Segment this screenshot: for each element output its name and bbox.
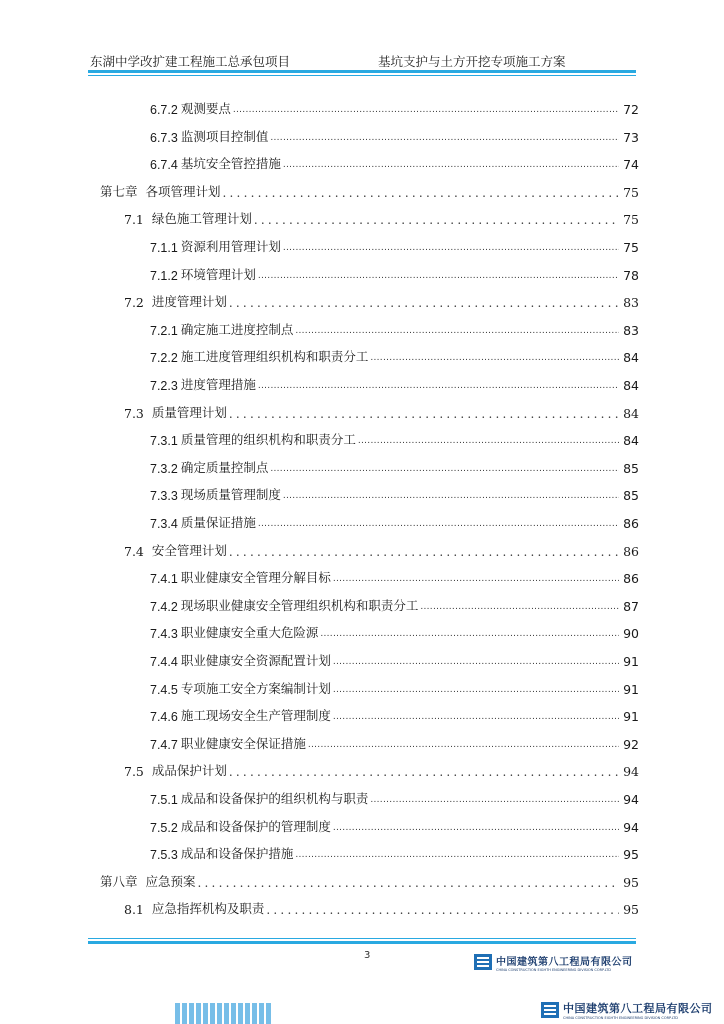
- toc-entry-number: 7.4: [124, 543, 144, 559]
- toc-entry[interactable]: [150, 507, 639, 531]
- toc-entry[interactable]: [150, 452, 639, 476]
- toc-entry-number: 7.5.3: [150, 848, 178, 863]
- toc-entry-page: 95: [623, 902, 639, 918]
- toc-entry-title: 成品保护计划: [151, 763, 227, 779]
- toc-entry-number: 第八章: [100, 873, 138, 889]
- toc-entry-number: 7.3.1: [150, 434, 178, 449]
- toc-leader-dots: [358, 434, 619, 448]
- toc-entry[interactable]: [150, 121, 639, 145]
- toc-entry-page: 86: [623, 571, 639, 587]
- toc-leader-dots: [229, 765, 619, 779]
- toc-entry[interactable]: [124, 286, 639, 310]
- toc-entry-page: 94: [623, 819, 639, 835]
- toc-entry-page: 83: [623, 322, 639, 338]
- bottom-logo-company-name: 中国建筑第八工程局有限公司: [563, 1002, 713, 1015]
- toc-entry-title: 观测要点: [180, 101, 231, 116]
- toc-entry-number: 7.2: [124, 295, 144, 311]
- toc-entry-title: 监测项目控制值: [180, 128, 269, 144]
- toc-entry[interactable]: [150, 673, 639, 697]
- toc-leader-dots: [320, 627, 619, 641]
- toc-entry-title: 基坑安全管控措施: [180, 156, 281, 172]
- toc-entry-number: 6.7.3: [150, 130, 178, 145]
- toc-entry-title: 职业健康安全管理分解目标: [180, 570, 331, 586]
- toc-entry[interactable]: [150, 479, 639, 503]
- toc-leader-dots: [308, 738, 619, 752]
- toc-entry-number: 7.4.6: [150, 710, 178, 725]
- toc-entry-number: 7.1: [124, 212, 144, 228]
- toc-entry-title: 环境管理计划: [180, 266, 256, 282]
- toc-entry-page: 92: [623, 736, 639, 752]
- toc-entry-title: 质量管理计划: [151, 404, 227, 420]
- toc-entry-title: 专项施工安全方案编制计划: [180, 680, 331, 696]
- cscec-logo-icon: [541, 1002, 559, 1018]
- header-project-name: 东湖中学改扩建工程施工总承包项目: [90, 54, 291, 69]
- toc-entry[interactable]: [124, 755, 639, 779]
- toc-entry-number: 7.2.1: [150, 323, 178, 338]
- toc-entry[interactable]: [150, 811, 639, 835]
- toc-entry-title: 进度管理计划: [151, 294, 227, 310]
- toc-entry-number: 7.4.2: [150, 599, 178, 614]
- toc-leader-dots: [333, 572, 619, 586]
- toc-entry-number: 6.7.2: [150, 103, 178, 117]
- toc-leader-dots: [295, 324, 619, 338]
- logo-company-name-en: CHINA CONSTRUCTION EIGHTH ENGINEERING DIVISION CORP.LTD: [496, 967, 611, 972]
- toc-entry-title: 成品和设备保护的管理制度: [180, 818, 331, 834]
- toc-entry-title: 职业健康安全保证措施: [180, 735, 306, 751]
- page-number: 3: [364, 950, 371, 961]
- toc-leader-dots: [270, 131, 619, 145]
- toc-entry-title: 职业健康安全重大危险源: [180, 625, 319, 641]
- toc-entry-page: 72: [623, 102, 639, 117]
- toc-entry-title: 施工现场安全生产管理制度: [180, 708, 331, 724]
- toc-entry-page: 91: [623, 709, 639, 725]
- toc-leader-dots: [370, 793, 619, 807]
- toc-entry[interactable]: [124, 535, 639, 559]
- toc-entry-number: 8.1: [124, 902, 144, 918]
- toc-leader-dots: [370, 351, 619, 365]
- toc-entry[interactable]: [150, 341, 639, 365]
- toc-entry-page: 91: [623, 681, 639, 697]
- cscec-logo-icon: [474, 954, 492, 970]
- toc-leader-dots: [198, 876, 619, 890]
- toc-entry-page: 75: [623, 240, 639, 255]
- toc-leader-dots: [283, 158, 619, 172]
- toc-leader-dots: [229, 407, 619, 421]
- toc-entry-page: 78: [623, 267, 639, 283]
- toc-entry-title: 职业健康安全资源配置计划: [180, 653, 331, 668]
- toc-entry-title: 绿色施工管理计划: [151, 211, 252, 227]
- toc-leader-dots: [254, 213, 619, 227]
- toc-leader-dots: [270, 462, 619, 476]
- toc-entry-page: 74: [623, 157, 639, 173]
- toc-entry-number: 7.3.3: [150, 489, 178, 504]
- toc-leader-dots: [283, 489, 619, 503]
- page-header: [88, 50, 636, 68]
- toc-entry[interactable]: [100, 866, 639, 890]
- toc-entry-title: 确定质量控制点: [180, 459, 269, 475]
- toc-entry-page: 94: [623, 764, 639, 780]
- toc-entry-title: 现场质量管理制度: [180, 487, 281, 503]
- toc-entry-number: 第七章: [100, 183, 138, 199]
- footer-rule-thin: [88, 938, 636, 939]
- toc-entry[interactable]: [150, 590, 639, 614]
- toc-entry-page: 90: [623, 626, 639, 642]
- toc-entry-title: 资源利用管理计划: [180, 239, 281, 254]
- toc-leader-dots: [333, 710, 619, 724]
- bottom-logo-company-name-en: CHINA CONSTRUCTION EIGHTH ENGINEERING DIVISION CORP.LTD: [563, 1016, 678, 1020]
- toc-entry[interactable]: [150, 231, 639, 255]
- toc-entry-title: 进度管理措施: [180, 377, 256, 392]
- toc-entry[interactable]: [150, 259, 639, 283]
- toc-entry-number: 7.2.3: [150, 379, 178, 393]
- toc-entry-title: 质量保证措施: [180, 515, 256, 530]
- toc-entry-number: 7.4.4: [150, 655, 178, 669]
- toc-leader-dots: [258, 517, 619, 531]
- toc-entry-number: 7.5: [124, 764, 144, 780]
- toc-entry-page: 87: [623, 598, 639, 614]
- toc-entry-number: 7.5.2: [150, 820, 178, 835]
- toc-entry-number: 7.4.5: [150, 682, 178, 697]
- toc-leader-dots: [266, 903, 619, 917]
- toc-entry[interactable]: [124, 893, 639, 917]
- toc-leader-dots: [295, 848, 619, 862]
- toc-entry-number: 7.4.1: [150, 572, 178, 587]
- toc-entry[interactable]: [124, 203, 639, 227]
- toc-leader-dots: [333, 683, 619, 697]
- toc-entry-title: 现场职业健康安全管理组织机构和职责分工: [180, 597, 419, 613]
- toc-entry-number: 7.4.3: [150, 627, 178, 642]
- toc-entry-page: 84: [623, 350, 639, 366]
- watermark-stamp: [175, 1003, 271, 1024]
- toc-entry[interactable]: [150, 424, 639, 448]
- toc-leader-dots: [283, 241, 619, 255]
- toc-entry-title: 成品和设备保护的组织机构与职责: [180, 791, 369, 806]
- toc-leader-dots: [258, 269, 619, 283]
- toc-entry-title: 各项管理计划: [145, 183, 221, 199]
- toc-entry-number: 7.3.4: [150, 517, 178, 531]
- toc-entry-page: 84: [623, 378, 639, 393]
- footer-rule-thick: [88, 941, 636, 944]
- toc-entry-page: 85: [623, 460, 639, 476]
- header-rule-thick: [88, 70, 636, 73]
- bottom-company-logo: [541, 1000, 713, 1020]
- toc-entry[interactable]: [150, 728, 639, 752]
- toc-entry-number: 6.7.4: [150, 158, 178, 173]
- toc-entry[interactable]: [150, 562, 639, 586]
- toc-entry-number: 7.3.2: [150, 461, 178, 476]
- toc-entry-page: 84: [623, 433, 639, 449]
- toc-entry-number: 7.3: [124, 405, 144, 421]
- toc-entry-number: 7.4.7: [150, 737, 178, 752]
- toc-leader-dots: [223, 186, 619, 200]
- toc-entry[interactable]: [150, 700, 639, 724]
- toc-entry[interactable]: [100, 176, 639, 200]
- toc-entry-title: 施工进度管理组织机构和职责分工: [180, 349, 369, 365]
- toc-entry[interactable]: [150, 645, 639, 669]
- toc-entry-title: 确定施工进度控制点: [180, 321, 294, 337]
- toc-entry[interactable]: [150, 838, 639, 862]
- toc-entry-number: 7.1.2: [150, 268, 178, 283]
- logo-company-name: 中国建筑第八工程局有限公司: [496, 956, 633, 968]
- toc-entry[interactable]: [150, 93, 639, 117]
- toc-entry-number: 7.1.1: [150, 241, 178, 255]
- header-rule-thin: [88, 75, 636, 76]
- toc-entry-page: 86: [623, 516, 639, 531]
- toc-entry[interactable]: [150, 369, 639, 393]
- toc-entry-page: 83: [623, 295, 639, 311]
- toc-entry[interactable]: [150, 314, 639, 338]
- toc-leader-dots: [229, 545, 619, 559]
- toc-entry-page: 91: [623, 654, 639, 669]
- toc-leader-dots: [333, 821, 619, 835]
- toc-entry[interactable]: [150, 148, 639, 172]
- toc-entry-title: 质量管理的组织机构和职责分工: [180, 432, 356, 448]
- toc-entry-title: 应急指挥机构及职责: [151, 901, 265, 917]
- toc-entry-number: 7.5.1: [150, 793, 178, 807]
- toc-entry-page: 75: [623, 184, 639, 200]
- toc-entry[interactable]: [124, 397, 639, 421]
- toc-entry-page: 73: [623, 129, 639, 145]
- toc-leader-dots: [258, 379, 619, 393]
- header-document-title: 基坑支护与土方开挖专项施工方案: [378, 54, 566, 69]
- toc-entry-title: 安全管理计划: [151, 542, 227, 558]
- toc-leader-dots: [233, 103, 619, 117]
- toc-entry-page: 75: [623, 212, 639, 228]
- toc-entry-page: 95: [623, 847, 639, 863]
- toc-entry-title: 成品和设备保护措施: [180, 846, 294, 862]
- toc-entry-page: 84: [623, 405, 639, 421]
- toc-entry[interactable]: [150, 783, 639, 807]
- toc-entry-title: 应急预案: [145, 873, 196, 889]
- toc-leader-dots: [229, 296, 619, 310]
- toc-entry-page: 95: [623, 874, 639, 890]
- toc-entry-page: 86: [623, 543, 639, 559]
- toc-entry[interactable]: [150, 617, 639, 641]
- toc-leader-dots: [420, 600, 619, 614]
- footer-company-logo: [474, 952, 633, 972]
- toc-entry-page: 94: [623, 792, 639, 807]
- toc-entry-number: 7.2.2: [150, 351, 178, 366]
- toc-entry-page: 85: [623, 488, 639, 504]
- toc-leader-dots: [333, 655, 619, 669]
